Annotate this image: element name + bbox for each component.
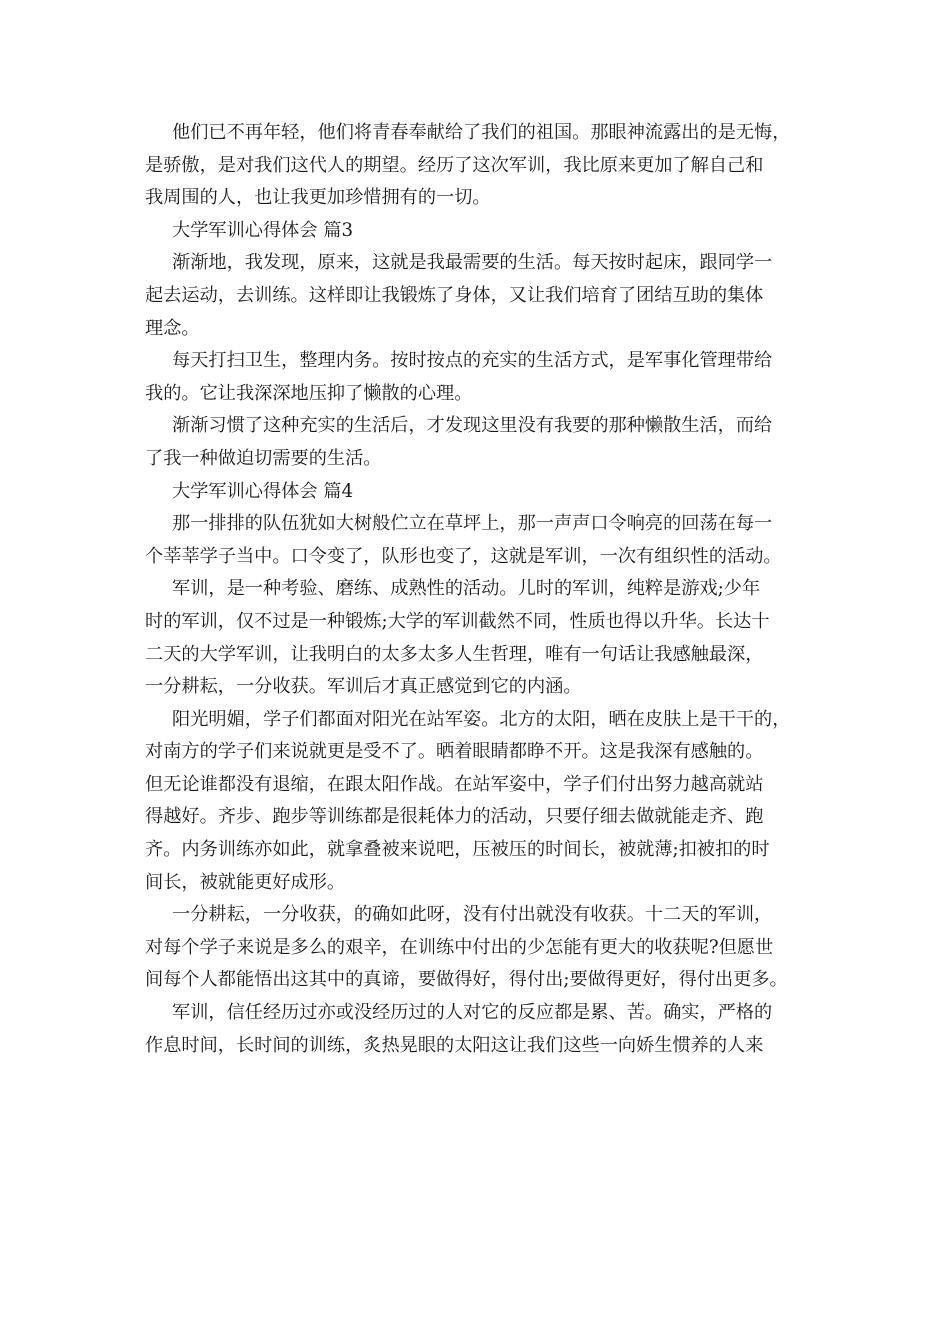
text-line: 间长，被就能更好成形。: [145, 871, 346, 893]
text-line: 我的。它让我深深地压抑了懒散的心理。: [145, 382, 473, 404]
text-line: 一分耕耘，一分收获。军训后才真正感觉到它的内涵。: [145, 676, 582, 698]
text-line: 个莘莘学子当中。口令变了，队形也变了，这就是军训，一次有组织性的活动。: [145, 545, 782, 567]
text-line: 他们已不再年轻，他们将青春奉献给了我们的祖国。那眼神流露出的是无悔，: [172, 122, 791, 143]
text-line: 齐。内务训练亦如此，就拿叠被来说吧，压被压的时间长，被就薄;扣被扣的时: [145, 839, 770, 861]
text-line: 一分耕耘，一分收获，的确如此呀，没有付出就没有收获。十二天的军训，: [172, 904, 773, 926]
text-line: 作息时间，长时间的训练，炙热晃眼的太阳这让我们这些一向娇生惯养的人来: [145, 1034, 764, 1056]
text-line: 但无论谁都没有退缩，在跟太阳作战。在站军姿中，学子们付出努力越高就站: [145, 773, 764, 795]
text-line: 那一排排的队伍犹如大树般伫立在草坪上，那一声声口令响亮的回荡在每一: [172, 513, 773, 535]
section-heading: 大学军训心得体会 篇3: [172, 219, 354, 241]
document-body: [145, 117, 811, 1062]
text-line: 得越好。齐步、跑步等训练都是很耗体力的活动，只要仔细去做就能走齐、跑: [145, 806, 764, 828]
text-line: 起去运动，去训练。这样即让我锻炼了身体，又让我们培育了团结互助的集体: [145, 284, 764, 306]
text-line: 渐渐习惯了这种充实的生活后，才发现这里没有我要的那种懒散生活，而给: [172, 415, 773, 437]
text-line: 我周围的人，也让我更加珍惜拥有的一切。: [145, 187, 491, 209]
text-line: 间每个人都能悟出这其中的真谛，要做得好，得付出;要做得更好，得付出更多。: [145, 969, 788, 991]
text-line: 对南方的学子们来说就更是受不了。晒着眼睛都睁不开。这是我深有感触的。: [145, 741, 764, 763]
text-line: 阳光明媚，学子们都面对阳光在站军姿。北方的太阳，晒在皮肤上是干干的，: [172, 708, 791, 730]
text-line: 时的军训，仅不过是一种锻炼;大学的军训截然不同，性质也得以升华。长达十: [145, 610, 770, 632]
text-line: 对每个学子来说是多么的艰辛，在训练中付出的少怎能有更大的收获呢?但愿世: [145, 936, 774, 958]
text-line: 二天的大学军训，让我明白的太多太多人生哲理，唯有一句话让我感触最深，: [145, 643, 764, 665]
text-line: 渐渐地，我发现，原来，这就是我最需要的生活。每天按时起床，跟同学一: [172, 252, 773, 274]
text-line: 每天打扫卫生，整理内务。按时按点的充实的生活方式，是军事化管理带给: [172, 350, 773, 372]
text-line: 是骄傲，是对我们这代人的期望。经历了这次军训，我比原来更加了解自己和: [145, 154, 764, 176]
text-line: 军训，是一种考验、磨练、成熟性的活动。儿时的军训，纯粹是游戏;少年: [172, 578, 761, 600]
text-line: 军训，信任经历过亦或没经历过的人对它的反应都是累、苦。确实，严格的: [172, 1002, 773, 1024]
section-heading: 大学军训心得体会 篇4: [172, 480, 354, 502]
text-line: 理念。: [145, 317, 200, 339]
text-line: 了我一种做迫切需要的生活。: [145, 447, 382, 469]
